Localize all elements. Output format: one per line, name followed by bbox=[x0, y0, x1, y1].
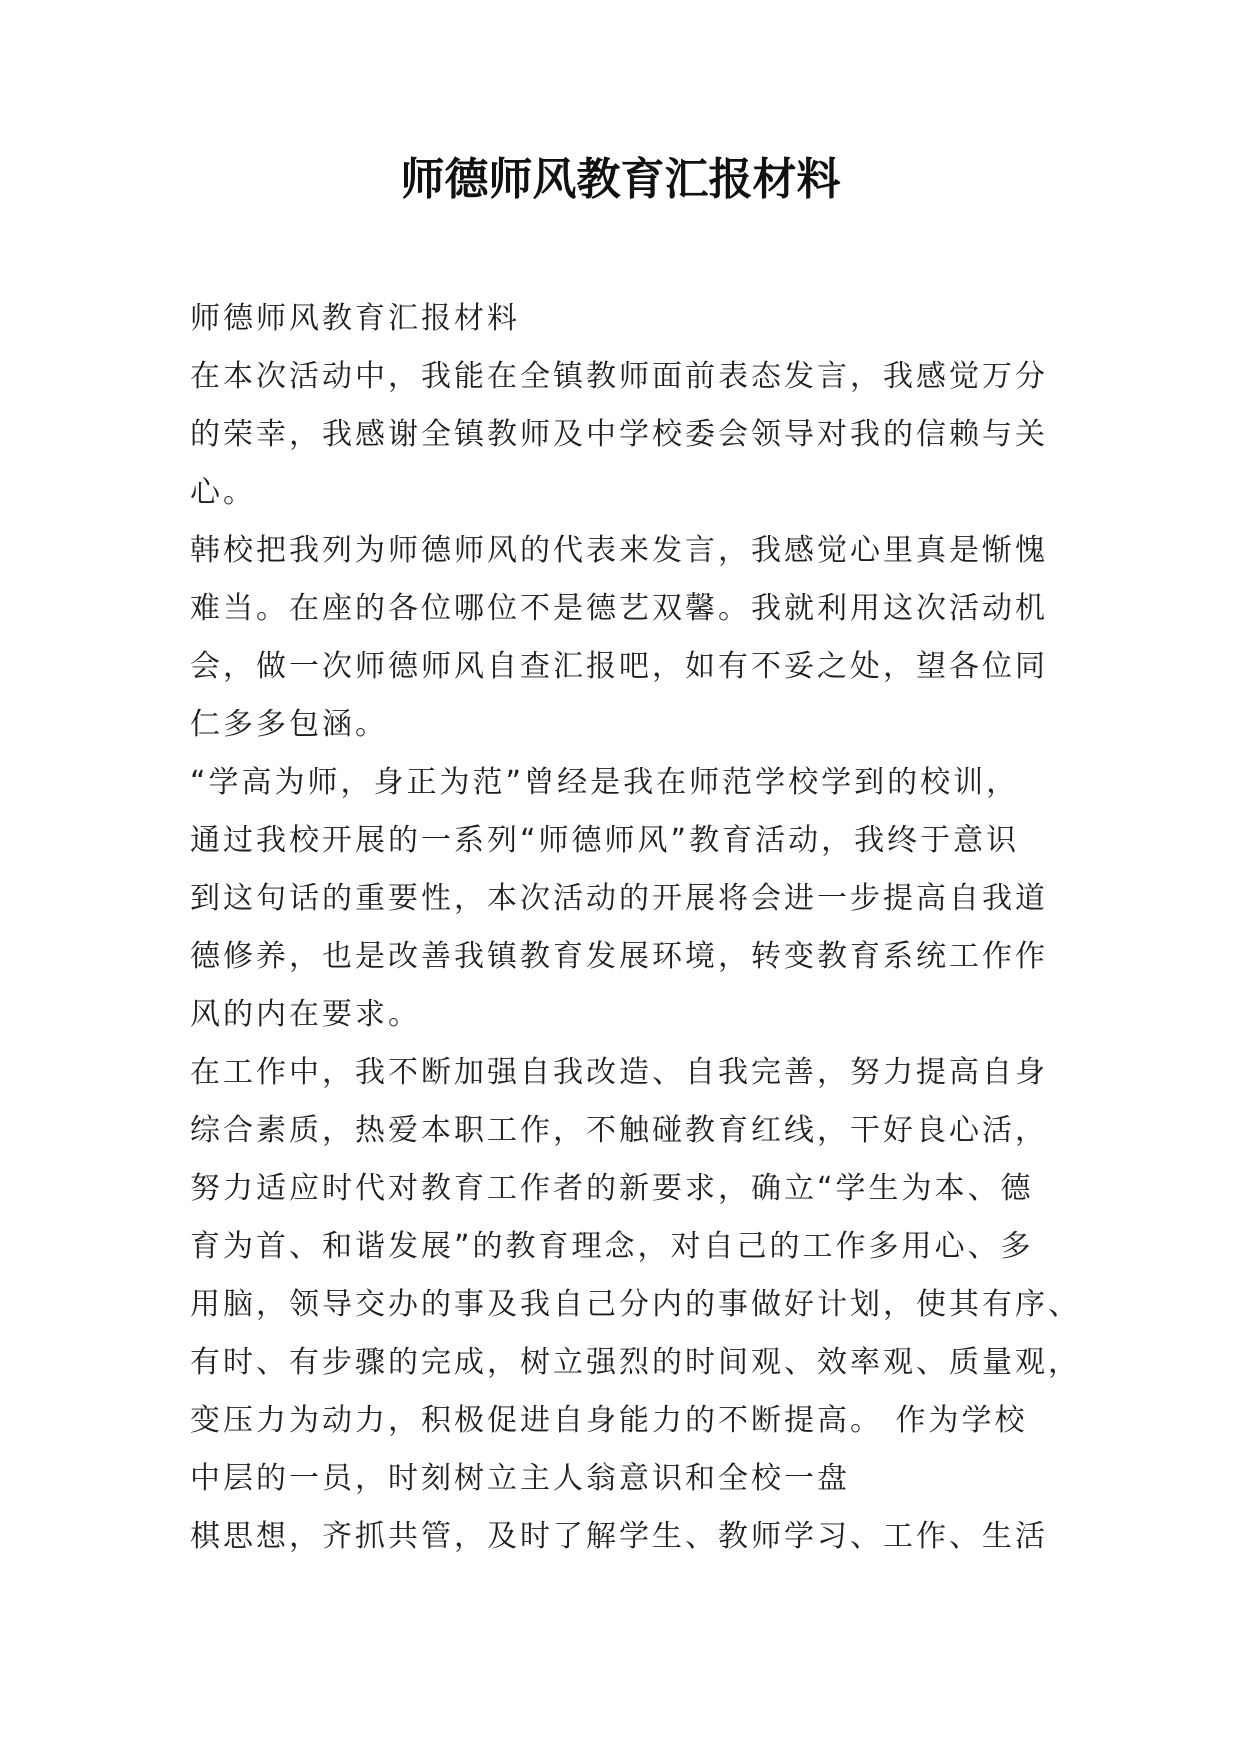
text-line: 棋思想，齐抓共管，及时了解学生、教师学习、工作、生活 bbox=[190, 1519, 1048, 1554]
text-line: 师德师风教育汇报材料 bbox=[190, 301, 520, 336]
text-line: 德修养，也是改善我镇教育发展环境，转变教育系统工作作 bbox=[190, 939, 1048, 974]
text-line: 仁多多包涵。 bbox=[190, 707, 388, 742]
text-line: 综合素质，热爱本职工作，不触碰教育红线，干好良心活， bbox=[190, 1113, 1048, 1148]
text-line: 会，做一次师德师风自查汇报吧，如有不妥之处，望各位同 bbox=[190, 649, 1048, 684]
text-line: 有时、有步骤的完成，树立强烈的时间观、效率观、质量观， bbox=[190, 1345, 1081, 1380]
document-body bbox=[190, 290, 1081, 1566]
text-line: 变压力为动力，积极促进自身能力的不断提高。 作为学校 bbox=[190, 1403, 1028, 1438]
text-line: 的荣幸，我感谢全镇教师及中学校委会领导对我的信赖与关 bbox=[190, 417, 1048, 452]
text-line: “学高为师，身正为范”曾经是我在师范学校学到的校训， bbox=[190, 765, 1020, 800]
text-line: 难当。在座的各位哪位不是德艺双馨。我就利用这次活动机 bbox=[190, 591, 1048, 626]
document-title: 师德师风教育汇报材料 bbox=[400, 154, 841, 205]
text-line: 风的内在要求。 bbox=[190, 997, 421, 1032]
text-line: 用脑，领导交办的事及我自己分内的事做好计划，使其有序、 bbox=[190, 1287, 1081, 1322]
text-line: 心。 bbox=[190, 475, 256, 510]
text-line: 到这句话的重要性，本次活动的开展将会进一步提高自我道 bbox=[190, 881, 1048, 916]
text-line: 在工作中，我不断加强自我改造、自我完善，努力提高自身 bbox=[190, 1055, 1048, 1090]
text-line: 韩校把我列为师德师风的代表来发言，我感觉心里真是惭愧 bbox=[190, 533, 1048, 568]
text-line: 育为首、和谐发展”的教育理念，对自己的工作多用心、多 bbox=[190, 1229, 1034, 1264]
text-line: 中层的一员，时刻树立主人翁意识和全校一盘 bbox=[190, 1461, 850, 1496]
text-line: 在本次活动中，我能在全镇教师面前表态发言，我感觉万分 bbox=[190, 359, 1048, 394]
text-line: 通过我校开展的一系列“师德师风”教育活动，我终于意识 bbox=[190, 823, 1020, 858]
text-line: 努力适应时代对教育工作者的新要求，确立“学生为本、德 bbox=[190, 1171, 1034, 1206]
